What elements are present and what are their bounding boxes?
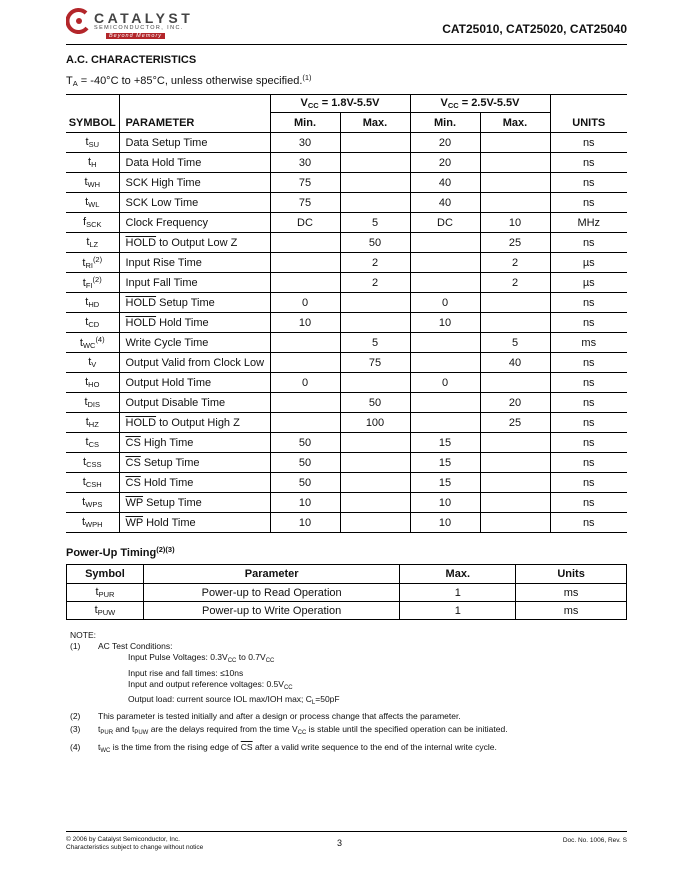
- units-cell: ns: [550, 173, 627, 193]
- units-header: UNITS: [550, 95, 627, 133]
- note-1d: Output load: current source IOL max/IOH max; $C_L=50pF$: [128, 694, 340, 707]
- min-2-cell: 10: [410, 493, 480, 513]
- note-2: (2) This parameter is tested initially and after a design or process change that affects the parameter.: [70, 711, 461, 722]
- max-2-cell: 25: [480, 233, 550, 253]
- parameter-cell: Output Valid from Clock Low: [119, 353, 270, 373]
- note-1c: Input and output reference voltages: $0.5V_{CC}$: [128, 678, 293, 691]
- min-2-cell: [410, 353, 480, 373]
- max-1-cell: [340, 153, 410, 173]
- min-1-cell: 10: [270, 313, 340, 333]
- symbol-header: SYMBOL: [66, 95, 119, 133]
- max-2-cell: [480, 313, 550, 333]
- logo-subtitle: SEMICONDUCTOR, INC.: [94, 25, 184, 31]
- parameter-cell: Input Fall Time: [119, 273, 270, 293]
- note-1a: Input Pulse Voltages: $0.3V_{CC}$ to $0.7V_{CC}$: [128, 652, 275, 665]
- units-cell: ns: [550, 433, 627, 453]
- parameter-cell: $\overline{CS}$ Hold Time: [119, 473, 270, 493]
- table-row: [66, 333, 627, 353]
- max-2-cell: [480, 433, 550, 453]
- max-1-cell: 75: [340, 353, 410, 373]
- max-2-cell: 20: [480, 393, 550, 413]
- parameter-cell: $\overline{WP}$ Setup Time: [119, 493, 270, 513]
- symbol-cell: $t_{WL}$: [66, 193, 119, 213]
- min-header: Min.: [270, 113, 340, 133]
- pu-parameter-cell: Power-up to Read Operation: [143, 584, 400, 602]
- parameter-cell: HOLD to Output Low Z: [119, 233, 270, 253]
- parameter-cell: Output Disable Time: [119, 393, 270, 413]
- notes-section: [70, 630, 630, 757]
- max-2-cell: 5: [480, 333, 550, 353]
- copyright: © 2006 by Catalyst Semiconductor, Inc.: [66, 836, 180, 843]
- max-2-cell: [480, 453, 550, 473]
- units-cell: ns: [550, 413, 627, 433]
- min-1-cell: [270, 333, 340, 353]
- table-row: [66, 133, 627, 153]
- min-2-cell: 15: [410, 473, 480, 493]
- max-1-cell: [340, 513, 410, 533]
- vcc-range-1-header: $V_{CC} = 1.8V-5.5V$: [270, 95, 410, 113]
- vcc-range-2-header: $V_{CC} = 2.5V-5.5V$: [410, 95, 550, 113]
- max-1-cell: [340, 453, 410, 473]
- table-row: [66, 213, 627, 233]
- min-1-cell: 50: [270, 473, 340, 493]
- min-1-cell: [270, 253, 340, 273]
- max-1-cell: [340, 473, 410, 493]
- units-cell: ns: [550, 313, 627, 333]
- min-2-cell: 20: [410, 153, 480, 173]
- section-title: A.C. CHARACTERISTICS: [66, 54, 197, 66]
- table-row: [66, 353, 627, 373]
- max-2-cell: 25: [480, 413, 550, 433]
- max-2-cell: [480, 193, 550, 213]
- parameter-cell: Input Rise Time: [119, 253, 270, 273]
- min-1-cell: 10: [270, 493, 340, 513]
- symbol-cell: $t_{HZ}$: [66, 413, 119, 433]
- units-cell: ns: [550, 513, 627, 533]
- min-2-cell: [410, 273, 480, 293]
- parameter-cell: SCK High Time: [119, 173, 270, 193]
- symbol-cell: $t_{SU}$: [66, 133, 119, 153]
- table-row: [66, 193, 627, 213]
- max-header: Max.: [480, 113, 550, 133]
- footer-notice: Characteristics subject to change without notice: [66, 844, 204, 851]
- symbol-cell: $t_{WPH}$: [66, 513, 119, 533]
- parameter-cell: Write Cycle Time: [119, 333, 270, 353]
- symbol-cell: $t_{CD}$: [66, 313, 119, 333]
- min-2-cell: [410, 233, 480, 253]
- logo-tagline: Beyond Memory: [106, 33, 165, 39]
- min-2-cell: DC: [410, 213, 480, 233]
- pu-max-cell: 1: [400, 584, 516, 602]
- table-row: [66, 313, 627, 333]
- table-row: [66, 293, 627, 313]
- min-1-cell: 10: [270, 513, 340, 533]
- table-row: [66, 453, 627, 473]
- table-row: [66, 513, 627, 533]
- header-divider: [66, 44, 627, 45]
- units-cell: ns: [550, 473, 627, 493]
- min-1-cell: 75: [270, 193, 340, 213]
- units-cell: ns: [550, 393, 627, 413]
- footer-left: [66, 836, 203, 852]
- table-row: [66, 273, 627, 293]
- page-number: 3: [337, 838, 343, 848]
- parameter-cell: $\overline{CS}$ High Time: [119, 433, 270, 453]
- units-cell: ns: [550, 293, 627, 313]
- symbol-cell: $t_{WPS}$: [66, 493, 119, 513]
- min-1-cell: [270, 353, 340, 373]
- pu-units-header: Units: [516, 565, 627, 584]
- symbol-cell: $t_{CSH}$: [66, 473, 119, 493]
- max-2-cell: [480, 473, 550, 493]
- max-1-cell: [340, 293, 410, 313]
- units-cell: MHz: [550, 213, 627, 233]
- pu-max-cell: 1: [400, 602, 516, 620]
- max-2-cell: 2: [480, 273, 550, 293]
- min-1-cell: [270, 233, 340, 253]
- max-1-cell: 5: [340, 213, 410, 233]
- note-1: (1) AC Test Conditions:: [70, 641, 173, 652]
- table-row: [66, 253, 627, 273]
- symbol-cell: $t_{CSS}$: [66, 453, 119, 473]
- ac-characteristics-table: [66, 94, 627, 533]
- units-cell: ns: [550, 373, 627, 393]
- min-2-cell: 40: [410, 193, 480, 213]
- max-1-cell: [340, 133, 410, 153]
- logo-name: CATALYST: [94, 10, 194, 26]
- min-2-cell: 0: [410, 373, 480, 393]
- powerup-row: [67, 584, 627, 602]
- min-1-cell: [270, 413, 340, 433]
- min-2-cell: 15: [410, 433, 480, 453]
- table-row: [66, 493, 627, 513]
- table-row: [66, 393, 627, 413]
- min-2-cell: [410, 393, 480, 413]
- min-2-cell: 0: [410, 293, 480, 313]
- units-cell: ns: [550, 153, 627, 173]
- max-1-cell: 2: [340, 273, 410, 293]
- table-row: [66, 473, 627, 493]
- units-cell: ns: [550, 453, 627, 473]
- pu-parameter-cell: Power-up to Write Operation: [143, 602, 400, 620]
- max-1-cell: 2: [340, 253, 410, 273]
- min-2-cell: 10: [410, 513, 480, 533]
- symbol-cell: $t_H$: [66, 153, 119, 173]
- symbol-cell: $t_{LZ}$: [66, 233, 119, 253]
- symbol-cell: $t_{DIS}$: [66, 393, 119, 413]
- min-1-cell: [270, 273, 340, 293]
- parameter-cell: $\overline{CS}$ Setup Time: [119, 453, 270, 473]
- units-cell: ns: [550, 193, 627, 213]
- units-cell: ns: [550, 493, 627, 513]
- min-header: Min.: [410, 113, 480, 133]
- symbol-cell: $t_{FI}^{(2)}$: [66, 273, 119, 293]
- min-1-cell: 0: [270, 293, 340, 313]
- powerup-row: [67, 602, 627, 620]
- symbol-cell: $f_{SCK}$: [66, 213, 119, 233]
- symbol-cell: $t_{WH}$: [66, 173, 119, 193]
- pu-parameter-header: Parameter: [143, 565, 400, 584]
- symbol-cell: $t_V$: [66, 353, 119, 373]
- parameter-cell: Data Setup Time: [119, 133, 270, 153]
- min-2-cell: 15: [410, 453, 480, 473]
- units-cell: µs: [550, 273, 627, 293]
- max-2-cell: [480, 133, 550, 153]
- max-2-cell: 40: [480, 353, 550, 373]
- company-logo: [66, 8, 226, 42]
- pu-symbol-cell: $t_{PUR}$: [67, 584, 144, 602]
- pu-max-header: Max.: [400, 565, 516, 584]
- powerup-title: Power-Up Timing$^{(2)(3)}$: [66, 545, 175, 559]
- parameter-cell: Data Hold Time: [119, 153, 270, 173]
- max-1-cell: 100: [340, 413, 410, 433]
- max-2-cell: [480, 153, 550, 173]
- min-1-cell: 30: [270, 153, 340, 173]
- min-2-cell: 40: [410, 173, 480, 193]
- catalyst-logo-icon: [66, 8, 92, 34]
- table-row: [66, 233, 627, 253]
- notes-label: NOTE:: [70, 630, 96, 640]
- min-1-cell: 30: [270, 133, 340, 153]
- max-2-cell: [480, 173, 550, 193]
- note-3: (3) $t_{PUR}$ and $t_{PUW}$ are the delays required from the time $V_{CC}$ is stable until the specified operation can be initiated.: [70, 724, 508, 737]
- min-1-cell: 50: [270, 433, 340, 453]
- max-1-cell: [340, 433, 410, 453]
- max-2-cell: [480, 373, 550, 393]
- max-1-cell: [340, 493, 410, 513]
- min-1-cell: DC: [270, 213, 340, 233]
- symbol-cell: $t_{HO}$: [66, 373, 119, 393]
- note-4: (4) $t_{WC}$ is the time from the rising edge of $\overline{CS}$ after a valid write sequence to the end of the internal write cycle.: [70, 741, 497, 754]
- parameter-cell: HOLD Hold Time: [119, 313, 270, 333]
- parameter-cell: SCK Low Time: [119, 193, 270, 213]
- powerup-timing-table: [66, 564, 627, 620]
- min-1-cell: 50: [270, 453, 340, 473]
- pu-units-cell: ms: [516, 584, 627, 602]
- max-2-cell: [480, 493, 550, 513]
- parameter-cell: Output Hold Time: [119, 373, 270, 393]
- min-1-cell: 75: [270, 173, 340, 193]
- units-cell: ns: [550, 353, 627, 373]
- pu-symbol-cell: $t_{PUW}$: [67, 602, 144, 620]
- pu-units-cell: ms: [516, 602, 627, 620]
- table-row: [66, 433, 627, 453]
- parameter-cell: Clock Frequency: [119, 213, 270, 233]
- min-2-cell: [410, 333, 480, 353]
- max-1-cell: 50: [340, 233, 410, 253]
- max-2-cell: 2: [480, 253, 550, 273]
- units-cell: ns: [550, 233, 627, 253]
- table-row: [66, 153, 627, 173]
- max-1-cell: [340, 193, 410, 213]
- max-2-cell: [480, 293, 550, 313]
- min-2-cell: [410, 253, 480, 273]
- note-1b: Input rise and fall times: ≤10ns: [128, 667, 244, 678]
- units-cell: µs: [550, 253, 627, 273]
- footer-divider: [66, 831, 627, 832]
- max-1-cell: [340, 373, 410, 393]
- parameter-cell: $\overline{WP}$ Hold Time: [119, 513, 270, 533]
- units-cell: ns: [550, 133, 627, 153]
- symbol-cell: $t_{WC}^{(4)}$: [66, 333, 119, 353]
- max-2-cell: [480, 513, 550, 533]
- symbol-cell: $t_{HD}$: [66, 293, 119, 313]
- doc-number: Doc. No. 1006, Rev. S: [562, 837, 627, 844]
- document-title: CAT25010, CAT25020, CAT25040: [442, 22, 627, 36]
- max-2-cell: 10: [480, 213, 550, 233]
- max-1-cell: 5: [340, 333, 410, 353]
- min-2-cell: [410, 413, 480, 433]
- min-2-cell: 20: [410, 133, 480, 153]
- test-condition: $T_A = -40^\circ C$ to +85°C, unless otherwise specified.$^{(1)}$: [66, 73, 312, 88]
- min-2-cell: 10: [410, 313, 480, 333]
- units-cell: ms: [550, 333, 627, 353]
- parameter-cell: HOLD Setup Time: [119, 293, 270, 313]
- max-1-cell: 50: [340, 393, 410, 413]
- parameter-cell: HOLD to Output High Z: [119, 413, 270, 433]
- max-1-cell: [340, 173, 410, 193]
- table-row: [66, 173, 627, 193]
- max-1-cell: [340, 313, 410, 333]
- pu-symbol-header: Symbol: [67, 565, 144, 584]
- symbol-cell: $t_{RI}^{(2)}$: [66, 253, 119, 273]
- table-row: [66, 373, 627, 393]
- max-header: Max.: [340, 113, 410, 133]
- symbol-cell: $t_{CS}$: [66, 433, 119, 453]
- min-1-cell: [270, 393, 340, 413]
- parameter-header: PARAMETER: [119, 95, 270, 133]
- table-row: [66, 413, 627, 433]
- min-1-cell: 0: [270, 373, 340, 393]
